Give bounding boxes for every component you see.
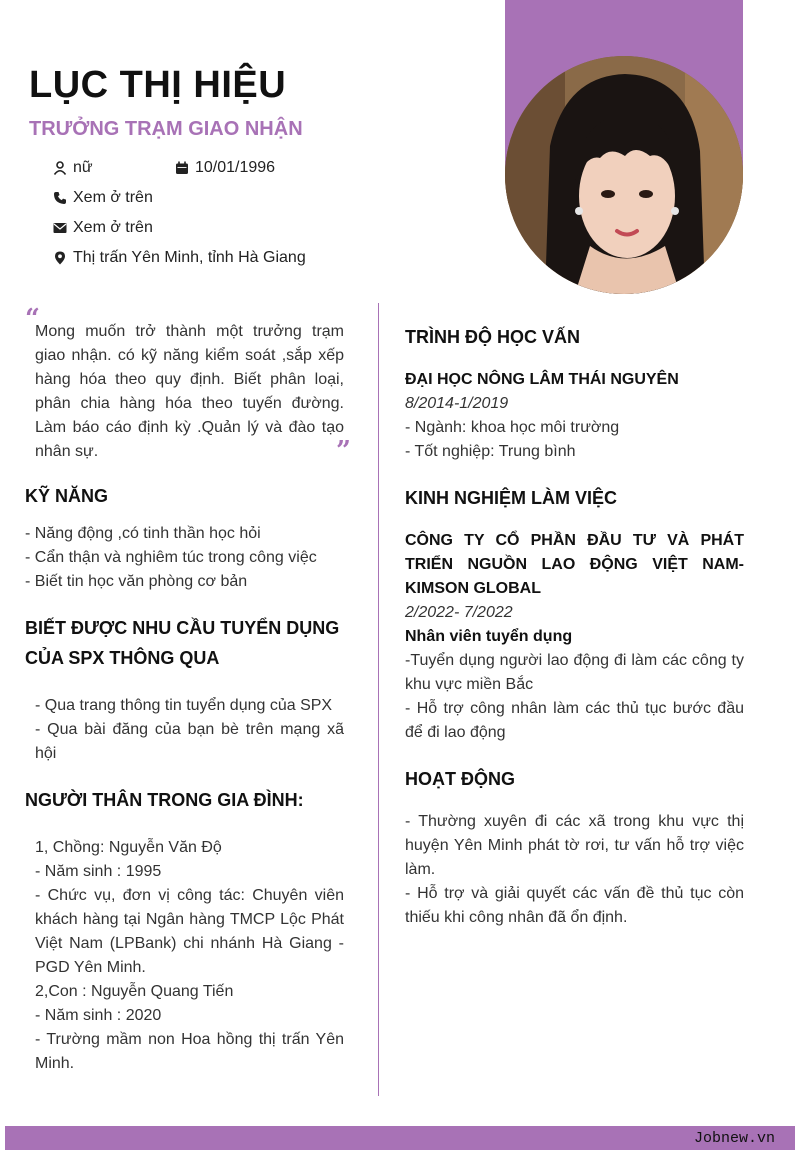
footer-bar xyxy=(5,1126,795,1150)
list-item: - Thường xuyên đi các xã trong khu vực thị huyện Yên Minh phát tờ rơi, tư vấn hỗ trợ việc làm. xyxy=(405,813,744,878)
list-item: - Tốt nghiệp: Trung bình xyxy=(405,443,576,460)
list-item: - Cẩn thận và nghiêm túc trong công việc xyxy=(25,549,317,566)
education-heading: TRÌNH ĐỘ HỌC VẤN xyxy=(405,327,580,347)
birthdate-value: 10/01/1996 xyxy=(195,159,276,176)
activities-heading: HOẠT ĐỘNG xyxy=(405,769,515,789)
experience-heading: KINH NGHIỆM LÀM VIỆC xyxy=(405,488,618,508)
map-pin-icon xyxy=(53,251,67,265)
list-item: 1, Chồng: Nguyễn Văn Độ xyxy=(35,839,222,856)
list-item: - Qua trang thông tin tuyển dụng của SPX xyxy=(35,697,333,714)
phone-row xyxy=(53,189,153,207)
experience-block xyxy=(405,529,744,745)
list-item: - Năng động ,có tinh thần học hỏi xyxy=(25,525,261,542)
email-value: Xem ở trên xyxy=(73,219,153,236)
activities-list xyxy=(405,810,744,930)
envelope-icon xyxy=(53,221,67,235)
skills-heading: KỸ NĂNG xyxy=(25,486,109,506)
list-item: - Ngành: khoa học môi trường xyxy=(405,419,620,436)
address-value: Thị trấn Yên Minh, tỉnh Hà Giang xyxy=(73,249,306,266)
quote-close-icon: ” xyxy=(336,436,351,466)
recruitment-heading: BIẾT ĐƯỢC NHU CẦU TUYỂN DỤNG CỦA SPX THÔNG QUA xyxy=(25,618,340,668)
email-row xyxy=(53,219,153,237)
education-block xyxy=(405,368,744,464)
skills-list xyxy=(25,522,355,594)
address-row xyxy=(53,249,306,267)
phone-icon xyxy=(53,191,67,205)
experience-period: 2/2022- 7/2022 xyxy=(405,604,513,621)
list-item: - Hỗ trợ và giải quyết các vấn đề thủ tục còn thiếu khi công nhân đã ổn định. xyxy=(405,885,744,926)
gender-value: nữ xyxy=(73,159,93,176)
list-item: - Chức vụ, đơn vị công tác: Chuyên viên khách hàng tại Ngân hàng TMCP Lộc Phát Việt Nam (LPBank) chi nhánh Hà Giang - PGD Yên Minh. xyxy=(35,887,344,976)
career-objective: Mong muốn trở thành một trưởng trạm giao nhận. có kỹ năng kiểm soát ,sắp xếp hàng hóa theo quy định. Biết phân loại, phân chia hàng hóa theo tuyến đường. Làm báo cáo định kỳ .Quản lý và đào tạo nhân sự. xyxy=(35,323,344,460)
candidate-name: LỤC THỊ HIỆU xyxy=(29,64,287,106)
list-item: - Biết tin học văn phòng cơ bản xyxy=(25,573,248,590)
job-position: Nhân viên tuyển dụng xyxy=(405,628,573,645)
recruitment-list xyxy=(35,694,344,766)
profile-photo xyxy=(505,56,743,294)
school-name: ĐẠI HỌC NÔNG LÂM THÁI NGUYÊN xyxy=(405,371,679,388)
column-divider xyxy=(378,303,379,1096)
family-list xyxy=(35,836,344,1076)
list-item: - Năm sinh : 2020 xyxy=(35,1007,162,1024)
phone-value: Xem ở trên xyxy=(73,189,153,206)
calendar-icon xyxy=(175,161,189,175)
list-item: 2,Con : Nguyễn Quang Tiến xyxy=(35,983,234,1000)
footer-brand: Jobnew.vn xyxy=(693,1130,775,1147)
birthdate-row xyxy=(175,159,275,177)
list-item: - Hỗ trợ công nhân làm các thủ tục bước đầu để đi lao động xyxy=(405,700,744,741)
list-item: - Năm sinh : 1995 xyxy=(35,863,162,880)
list-item: - Trường mầm non Hoa hồng thị trấn Yên Minh. xyxy=(35,1031,344,1072)
quote-open-icon: “ xyxy=(25,304,40,334)
person-icon xyxy=(53,161,67,175)
company-name: CÔNG TY CỔ PHẦN ĐẦU TƯ VÀ PHÁT TRIỂN NGUỒN LAO ĐỘNG VIỆT NAM-KIMSON GLOBAL xyxy=(405,532,744,597)
family-heading: NGƯỜI THÂN TRONG GIA ĐÌNH: xyxy=(25,790,304,810)
candidate-title: TRƯỞNG TRẠM GIAO NHẬN xyxy=(29,118,303,140)
education-period: 8/2014-1/2019 xyxy=(405,395,509,412)
list-item: -Tuyển dụng người lao động đi làm các công ty khu vực miền Bắc xyxy=(405,652,744,693)
gender-row xyxy=(53,159,93,177)
list-item: - Qua bài đăng của bạn bè trên mạng xã hội xyxy=(35,721,344,762)
